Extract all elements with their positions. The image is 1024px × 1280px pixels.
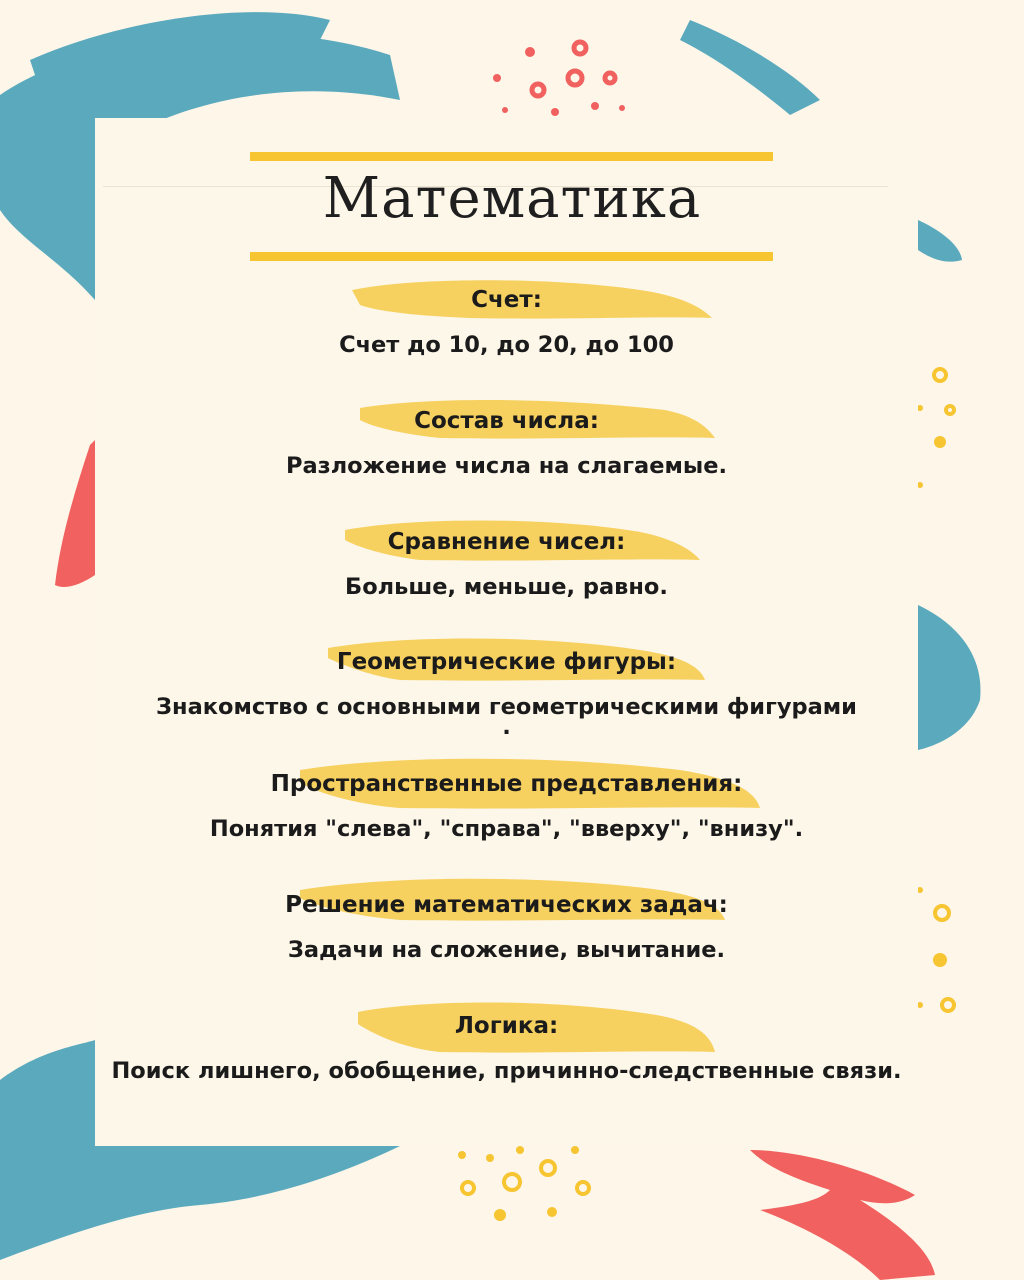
section-heading: Геометрические фигуры: xyxy=(336,649,677,675)
section-heading: Счет: xyxy=(471,287,542,313)
page-title: Математика xyxy=(322,166,702,231)
section-description: Счет до 10, до 20, до 100 xyxy=(339,332,674,358)
section-geometric-shapes xyxy=(95,649,918,739)
section-description: Разложение числа на слагаемые. xyxy=(285,453,728,479)
section-heading: Решение математических задач: xyxy=(285,892,728,918)
section-trailing-dot: . xyxy=(502,714,511,740)
section-description: Задачи на сложение, вычитание. xyxy=(287,937,726,963)
section-heading: Состав числа: xyxy=(414,408,599,434)
section-description: Понятия "слева", "справа", "вверху", "внизу". xyxy=(209,816,804,842)
section-heading: Логика: xyxy=(454,1013,559,1039)
section-description: Поиск лишнего, обобщение, причинно-следственные связи. xyxy=(111,1058,902,1084)
section-heading: Пространственные представления: xyxy=(270,771,743,797)
section-description: Знакомство с основными геометрическими фигурами xyxy=(156,694,857,720)
section-description: Больше, меньше, равно. xyxy=(345,574,668,600)
section-heading: Сравнение чисел: xyxy=(387,529,626,555)
